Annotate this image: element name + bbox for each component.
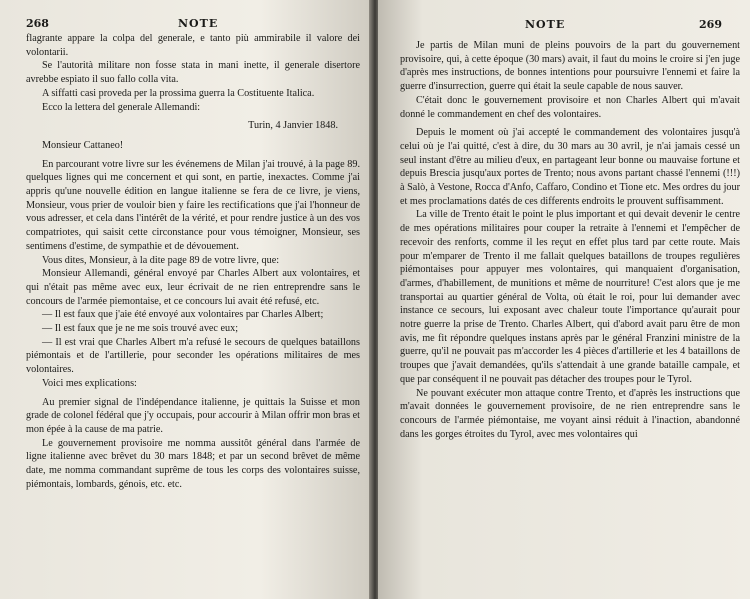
paragraph: La ville de Trento était le point le plus important et qui devait devenir le centre de mes opérations militaires pour couper la retraite à l'ennemi et l'empêcher de recevoir des renforts, comme il les reçut en effet plus tard par cette route. Mais pour m'emparer de Trento il me fallait quelques bataillons de troupes regulières piémontaises pour appuyer mes volontaires, qui manquaient d'organisation, d'armes, d'habillement, de munitions et même de nourriture! C'est alors que je me transportai au quartier général de Volta, où était le roi, pour lui demander avec instance ce secours, lui exposant avec chaleur toute l'importance qu'aurait pour notre guerre la prise de Trento. Charles Albert, qui d'abord avait paru être de mon avis, me fit répondre quelques instans après par le général Franzini ministre de la guerre, qu'il ne pouvait pas m'accorder les 4 pièces d'artillerie et les 4 bataillons de troupes que j'avait demandées, qu'ils s'attendait à une grande bataille campale, et que par conséquent il ne pouvait pas détacher des troupes pour le Tyrol. xyxy=(400,209,740,385)
right-page xyxy=(378,0,750,599)
paragraph: Ne pouvant exécuter mon attaque contre Trento, et d'après les instructions que m'avait données le gouvernement provisoire, de ne rien entreprendre sans le concours de l'armée piémontaise, me voyant ainsi réduit à l'inaction, abandonné dans les gorges étroites du Tyrol, avec mes volontaires qui xyxy=(400,387,740,440)
paragraph: — Il est faux que je ne me sois trouvé avec eux; xyxy=(42,323,239,335)
paragraph: Voici mes explications: xyxy=(42,377,137,389)
right-body-text xyxy=(400,39,740,441)
left-page-number: 268 xyxy=(26,17,49,30)
paragraph: Se l'autorità militare non fosse stata in mani inette, il generale disertore avrebbe espiato il suo fallo colla vita. xyxy=(26,60,360,86)
right-running-title: NOTE xyxy=(525,18,566,31)
paragraph: C'était donc le gouvernement provisoire et non Charles Albert qui m'avait donné le commandement en chef des volontaires. xyxy=(400,94,740,120)
left-running-title: NOTE xyxy=(178,17,219,30)
paragraph: Je partis de Milan muni de pleins pouvoirs de la part du gouvernement provisoire, qui, à cette époque (30 mars) avait, il faut du moins le croire si j'en juge d'après mes instructions, de bonnes intentions pour poursuivre l'ennemi et faire la guerre d'insurrection, guerre qui était la seule capable de nous sauver. xyxy=(400,40,740,93)
right-running-head xyxy=(400,18,740,39)
paragraph: Ecco la lettera del generale Allemandi: xyxy=(42,101,201,113)
paragraph: — Il est faux que j'aie été envoyé aux volontaires par Charles Albert; xyxy=(42,309,324,321)
left-page xyxy=(0,0,372,599)
letter-salutation: Monsieur Cattaneo! xyxy=(42,139,124,151)
left-running-head xyxy=(26,17,360,32)
paragraph: flagrante appare la colpa del generale, e tanto più ammirabile il valore dei volontarii. xyxy=(26,33,360,58)
paragraph: Vous dites, Monsieur, à la dite page 89 de votre livre, que: xyxy=(42,254,280,266)
left-body-text xyxy=(26,32,360,492)
paragraph: Au premier signal de l'indépendance italienne, je quittais la Suisse et mon grade de colonel fédéral que j'y occupais, pour accourir à Milan offrir mon bras et mon épée à la cause de ma patrie. xyxy=(26,396,360,435)
paragraph: En parcourant votre livre sur les événemens de Milan j'ai trouvé, à la page 89. quelques lignes qui me concernent et qui sont, en partie, inexactes. Comme j'ai appris qu'une nouvelle édition en langue italienne se fera de ce livre, je viens, Monsieur, vous prier de vouloir bien y faire les rectifications que j'ai l'honneur de vous adresser, et cela dans l'intérêt de la vérité, et pour rendre justice à un des vos compatriotes, qui saisit cette circonstance pour vous témoigner, Monsieur, ses sentimens d'estime, de sympathie et de dévouement. xyxy=(26,158,360,252)
right-page-number: 269 xyxy=(699,18,722,31)
paragraph: Monsieur Allemandi, général envoyé par Charles Albert aux volontaires, et qui n'était pas même avec eux, leur écrivait de ne rien entreprendre sans le concours de l'armée piemontaise, et ce concours lui avait été refusé, etc. xyxy=(26,268,360,307)
letter-dateline: Turin, 4 Janvier 1848. xyxy=(248,120,338,132)
paragraph: A siffatti casi proveda per la prossima guerra la Costituente Italica. xyxy=(42,87,315,99)
paragraph: Le gouvernement provisoire me nomma aussitôt général dans l'armée de ligne italienne avec brêvet du 30 mars 1848; et par un second brêvet de même date, me nomma commandant suprême de tous les corps des volontaires suisse, piémontais, lombards, génois, etc. etc. xyxy=(26,437,360,490)
paragraph: — Il est vrai que Charles Albert m'a refusé le secours de quelques bataillons piémontais et de l'artillerie, pour seconder les opérations militaires de mes volontaires. xyxy=(26,336,360,376)
paragraph: Depuis le moment où j'ai accepté le commandement des volontaires jusqu'à celui où je l'ai quitté, c'est à dire, du 30 mars au 30 avril, je n'ai jamais cessé un seul instant d'être au milieu d'eux, en partageant leur bonne ou mauvaise fortune et depuis Brescia jusqu'aux portes de Trento; nous avons partant chassé l'ennemi (!!!) à Salò, à Vestone, Rocca d'Anfo, Caffaro, Condino et Tione etc. Mes ordres du jour et mes proclamations datés de ces differents endroits le prouvent suffisamment. xyxy=(400,127,740,207)
